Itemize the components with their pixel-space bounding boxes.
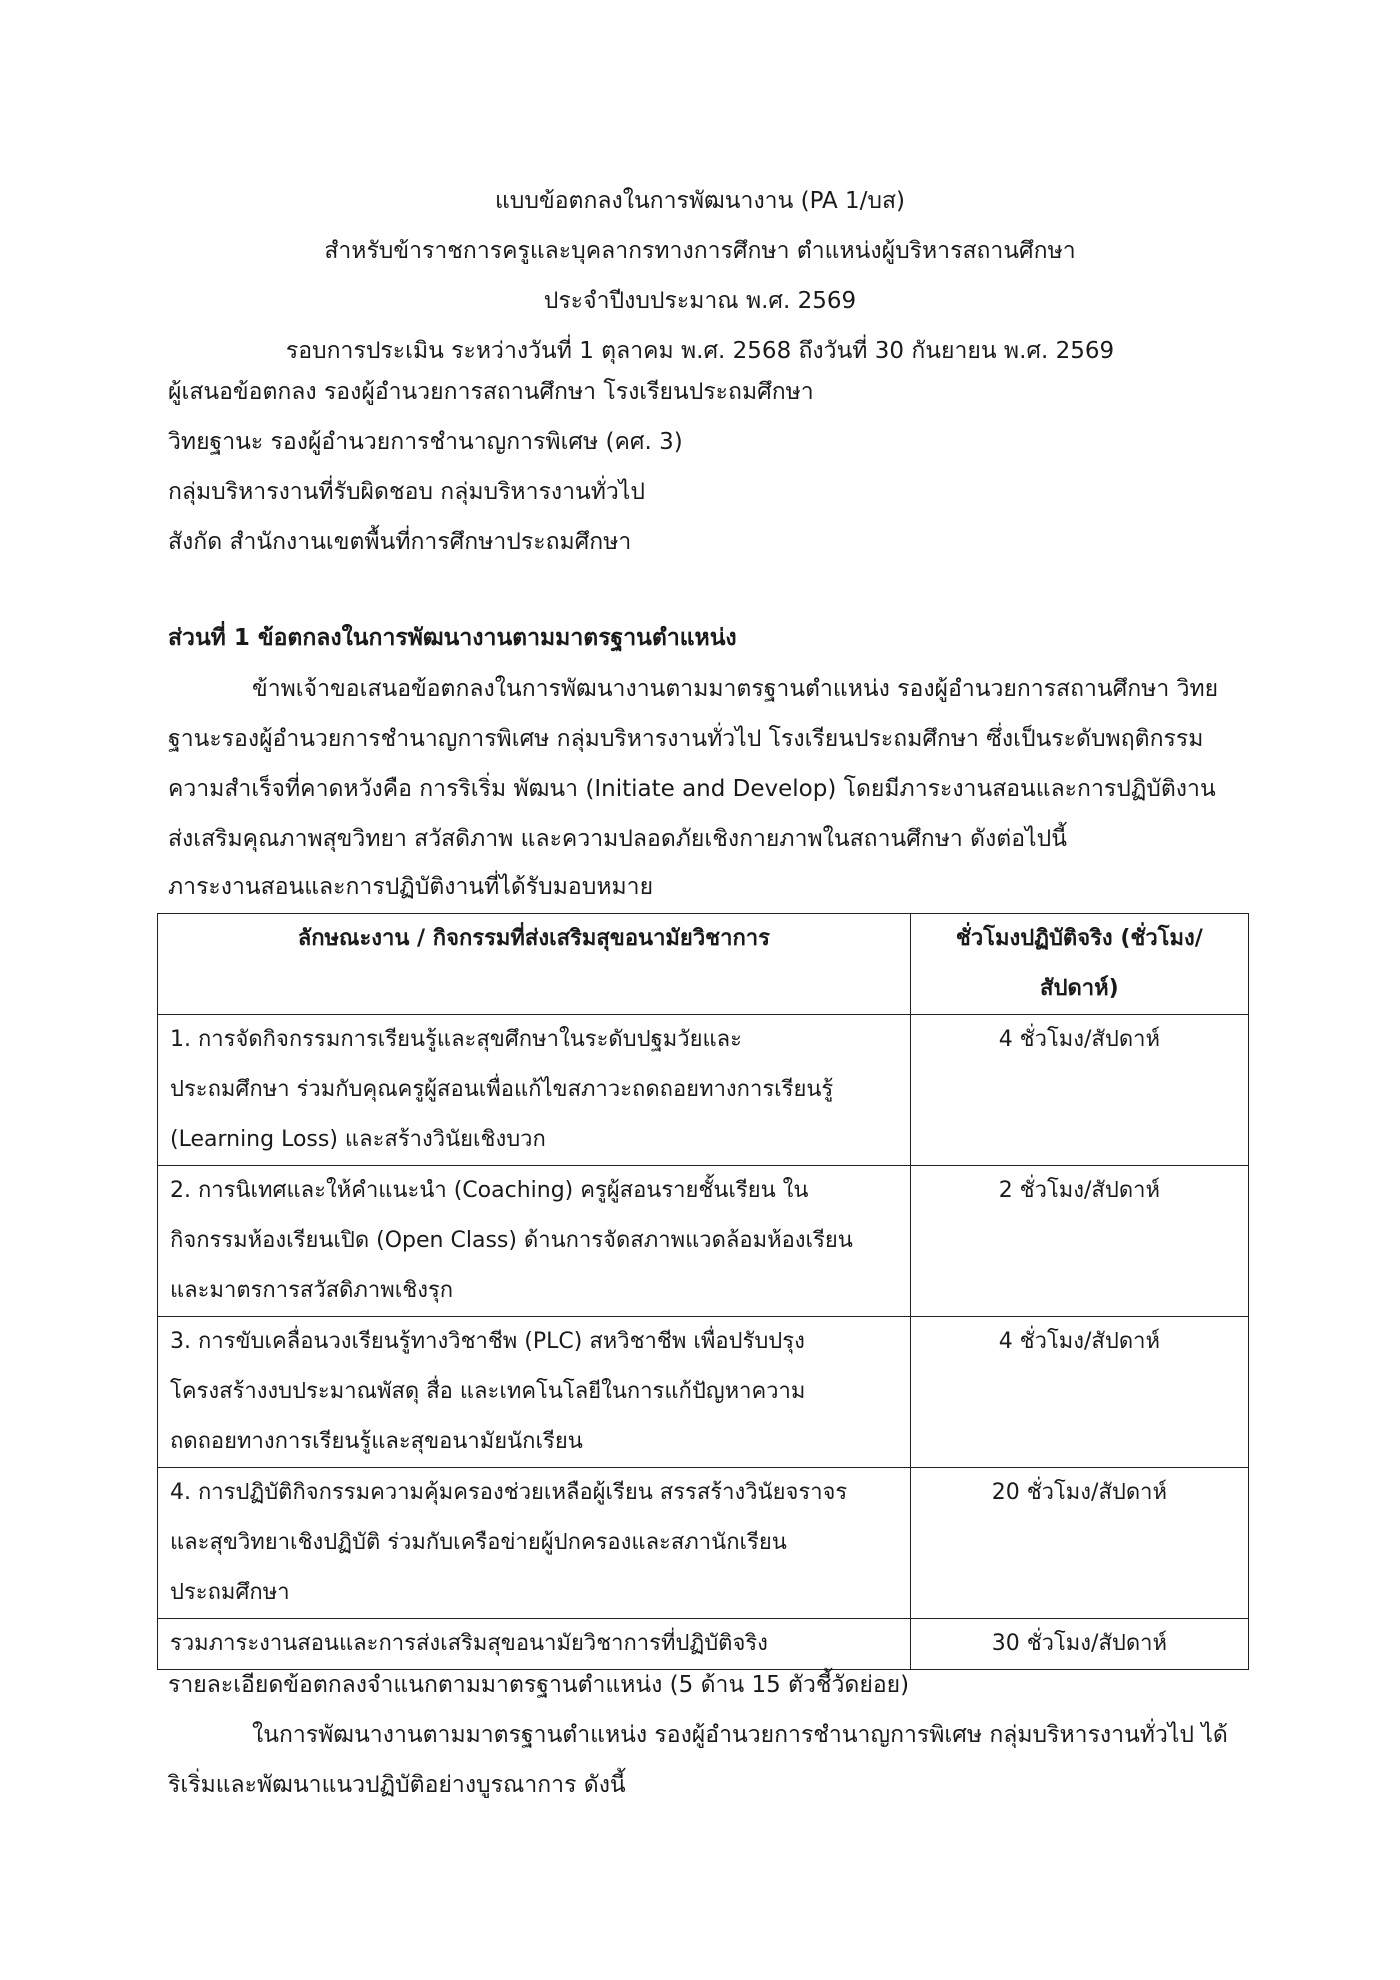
total-hours-cell: 30 ชั่วโมง/สัปดาห์	[910, 1619, 1248, 1670]
fiscal-year: ประจำปีงบประมาณ พ.ศ. 2569	[543, 288, 857, 314]
table-row	[158, 1015, 1249, 1166]
table-row	[158, 1317, 1249, 1468]
table-row	[158, 1166, 1249, 1317]
task-line: ประถมศึกษา	[170, 1580, 290, 1605]
task-line: 4. การปฏิบัติกิจกรรมความคุ้มครองช่วยเหลือผู้เรียน สรรสร้างวินัยจราจร	[170, 1480, 848, 1505]
total-label: รวมภาระงานสอนและการส่งเสริมสุขอนามัยวิชาการที่ปฏิบัติจริง	[170, 1631, 768, 1656]
form-subtitle: สำหรับข้าราชการครูและบุคลากรทางการศึกษา ตำแหน่งผู้บริหารสถานศึกษา	[324, 238, 1076, 264]
proposer-line: ผู้เสนอข้อตกลง รองผู้อำนวยการสถานศึกษา โรงเรียนประถมศึกษา	[168, 379, 814, 405]
evaluation-period: รอบการประเมิน ระหว่างวันที่ 1 ตุลาคม พ.ศ. 2568 ถึงวันที่ 30 กันยายน พ.ศ. 2569	[285, 338, 1115, 364]
responsible-group-line: กลุ่มบริหารงานที่รับผิดชอบ กลุ่มบริหารงานทั่วไป	[168, 479, 645, 505]
task-line: ประถมศึกษา ร่วมกับคุณครูผู้สอนเพื่อแก้ไขสภาวะถดถอยทางการเรียนรู้	[170, 1077, 834, 1102]
paragraph-line: ฐานะรองผู้อำนวยการชำนาญการพิเศษ กลุ่มบริหารงานทั่วไป โรงเรียนประถมศึกษา ซึ่งเป็นระดับพฤติกรรม	[168, 726, 1204, 752]
hours-cell: 2 ชั่วโมง/สัปดาห์	[910, 1166, 1248, 1317]
hours-header-line-2: สัปดาห์)	[1040, 976, 1119, 1001]
task-line: 1. การจัดกิจกรรมการเรียนรู้และสุขศึกษาในระดับปฐมวัยและ	[170, 1027, 742, 1052]
affiliation-line: สังกัด สำนักงานเขตพื้นที่การศึกษาประถมศึกษา	[168, 529, 632, 555]
task-line: และมาตรการสวัสดิภาพเชิงรุก	[170, 1278, 454, 1303]
proposer-info	[168, 367, 1248, 567]
paragraph-line: ในการพัฒนางานตามมาตรฐานตำแหน่ง รองผู้อำนวยการชำนาญการพิเศษ กลุ่มบริหารงานทั่วไป ได้	[252, 1722, 1228, 1748]
task-line: 3. การขับเคลื่อนวงเรียนรู้ทางวิชาชีพ (PLC) สหวิชาชีพ เพื่อปรับปรุง	[170, 1329, 805, 1354]
task-line: (Learning Loss) และสร้างวินัยเชิงบวก	[170, 1127, 546, 1152]
task-line: โครงสร้างงบประมาณพัสดุ สื่อ และเทคโนโลยีในการแก้ปัญหาความ	[170, 1379, 806, 1404]
section-1-heading: ส่วนที่ 1 ข้อตกลงในการพัฒนางานตามมาตรฐานตำแหน่ง	[168, 625, 737, 651]
task-line: กิจกรรมห้องเรียนเปิด (Open Class) ด้านการจัดสภาพแวดล้อมห้องเรียน	[170, 1228, 853, 1253]
hours-cell: 4 ชั่วโมง/สัปดาห์	[910, 1015, 1248, 1166]
table-row	[158, 1468, 1249, 1619]
workload-table	[157, 913, 1249, 1670]
academic-standing-line: วิทยฐานะ รองผู้อำนวยการชำนาญการพิเศษ (คศ. 3)	[168, 429, 683, 455]
task-line: และสุขวิทยาเชิงปฏิบัติ ร่วมกับเครือข่ายผู้ปกครองและสภานักเรียน	[170, 1530, 787, 1555]
document-header	[0, 176, 1400, 376]
task-cell	[158, 1166, 911, 1317]
task-header-text: ลักษณะงาน / กิจกรรมที่ส่งเสริมสุขอนามัยวิชาการ	[297, 926, 770, 951]
form-title: แบบข้อตกลงในการพัฒนางาน (PA 1/บส)	[494, 188, 906, 214]
section-1-paragraph	[168, 664, 1240, 864]
task-cell	[158, 1468, 911, 1619]
table-header-row	[158, 914, 1249, 1015]
hours-header-line-1: ชั่วโมงปฏิบัติจริง (ชั่วโมง/	[955, 926, 1203, 951]
task-cell	[158, 1317, 911, 1468]
task-line: 2. การนิเทศและให้คำแนะนำ (Coaching) ครูผู้สอนรายชั้นเรียน ใน	[170, 1178, 809, 1203]
paragraph-line: ความสำเร็จที่คาดหวังคือ การริเริ่ม พัฒนา (Initiate and Develop) โดยมีภาระงานสอนและการปฏิบัติงาน	[168, 776, 1216, 802]
details-caption: รายละเอียดข้อตกลงจำแนกตามมาตรฐานตำแหน่ง (5 ด้าน 15 ตัวชี้วัดย่อย)	[168, 1672, 910, 1698]
task-cell	[158, 1015, 911, 1166]
table-caption: ภาระงานสอนและการปฏิบัติงานที่ได้รับมอบหมาย	[168, 874, 654, 900]
paragraph-line: ริเริ่มและพัฒนาแนวปฏิบัติอย่างบูรณาการ ดังนี้	[168, 1772, 626, 1798]
hours-cell: 20 ชั่วโมง/สัปดาห์	[910, 1468, 1248, 1619]
details-paragraph	[168, 1710, 1240, 1810]
task-column-header	[158, 914, 911, 1015]
paragraph-line: ข้าพเจ้าขอเสนอข้อตกลงในการพัฒนางานตามมาตรฐานตำแหน่ง รองผู้อำนวยการสถานศึกษา วิทย	[252, 676, 1219, 702]
hours-column-header	[910, 914, 1248, 1015]
task-line: ถดถอยทางการเรียนรู้และสุขอนามัยนักเรียน	[170, 1429, 583, 1454]
paragraph-line: ส่งเสริมคุณภาพสุขวิทยา สวัสดิภาพ และความปลอดภัยเชิงกายภาพในสถานศึกษา ดังต่อไปนี้	[168, 826, 1067, 852]
hours-cell: 4 ชั่วโมง/สัปดาห์	[910, 1317, 1248, 1468]
